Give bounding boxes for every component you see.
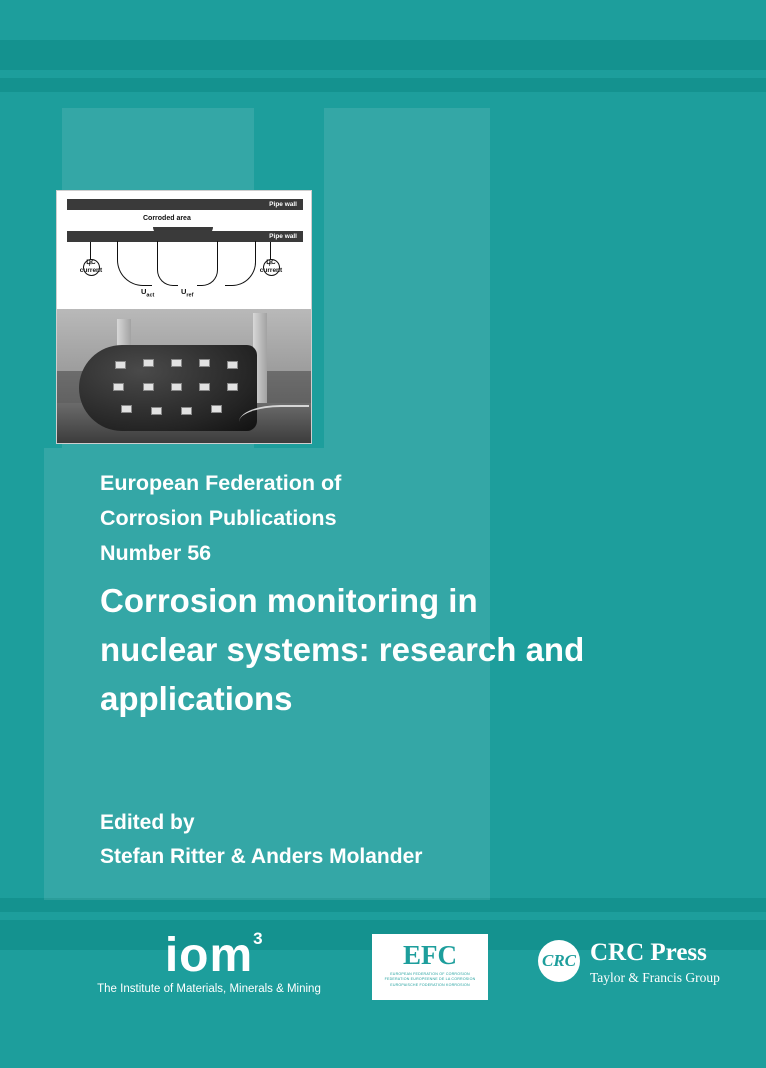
book-title bbox=[100, 576, 700, 723]
decorative-stripe-top-2 bbox=[0, 78, 766, 92]
iom3-logo bbox=[96, 930, 322, 996]
efc-subtitle-de: EUROPAISCHE FODERATION KORROSION bbox=[390, 982, 470, 987]
photo-sensor-stud bbox=[171, 383, 182, 391]
dc-lead-left bbox=[90, 242, 91, 260]
pipe-wall-top-label: Pipe wall bbox=[269, 201, 297, 208]
photo-sensor-stud bbox=[199, 383, 210, 391]
dc-left-line2: current bbox=[79, 267, 103, 274]
photo-sensor-stud bbox=[143, 359, 154, 367]
iom3-mark-text: iom bbox=[164, 929, 254, 982]
decorative-panel-right bbox=[324, 108, 490, 448]
title-line-2: nuclear systems: research and bbox=[100, 631, 585, 668]
u-act-label bbox=[141, 287, 154, 299]
iom3-superscript: 3 bbox=[253, 929, 264, 948]
photo-sensor-stud bbox=[121, 405, 132, 413]
efc-subtitle-en: EUROPEAN FEDERATION OF CORROSION bbox=[390, 972, 470, 976]
series-block bbox=[100, 466, 520, 571]
photo-sensor-stud bbox=[171, 359, 182, 367]
photo-sensor-stud bbox=[113, 383, 124, 391]
u-ref-symbol: U bbox=[181, 287, 187, 296]
dc-current-left-caption bbox=[73, 259, 109, 275]
dc-right-line1: DC bbox=[266, 259, 276, 266]
photo-sensor-stud bbox=[227, 383, 238, 391]
pipe-wall-top-bar bbox=[67, 199, 303, 210]
photo-sensor-stud bbox=[181, 407, 192, 415]
measurement-lead-2 bbox=[157, 241, 178, 286]
iom3-wordmark bbox=[96, 930, 322, 982]
measurement-lead-4 bbox=[225, 241, 256, 286]
editors-names: Stefan Ritter & Anders Molander bbox=[100, 845, 423, 868]
efc-logo bbox=[372, 934, 488, 1000]
iom3-institute-name: The Institute of Materials, Minerals & Mining bbox=[97, 983, 321, 995]
crc-press-group: Taylor & Francis Group bbox=[590, 970, 720, 985]
title-line-1: Corrosion monitoring in bbox=[100, 582, 478, 619]
cover-figure bbox=[56, 190, 312, 444]
u-act-subscript: act bbox=[146, 292, 155, 299]
dc-right-line2: current bbox=[259, 267, 283, 274]
efc-wordmark: EFC bbox=[403, 940, 457, 970]
crc-badge-icon: CRC bbox=[538, 940, 580, 982]
decorative-stripe-top-1 bbox=[0, 40, 766, 70]
u-ref-subscript: ref bbox=[186, 292, 194, 299]
publisher-logo-row bbox=[0, 930, 766, 1020]
crc-press-logo bbox=[538, 936, 728, 998]
u-act-symbol: U bbox=[141, 287, 147, 296]
corroded-area-label: Corroded area bbox=[143, 215, 191, 222]
decorative-panel-thin bbox=[44, 448, 62, 900]
pipe-wall-bottom-label: Pipe wall bbox=[269, 233, 297, 240]
photo-sensor-stud bbox=[227, 361, 238, 369]
dc-lead-right bbox=[270, 242, 271, 260]
photo-sensor-stud bbox=[151, 407, 162, 415]
photo-sensor-stud bbox=[199, 359, 210, 367]
series-line-2: Corrosion Publications bbox=[100, 506, 337, 530]
dc-current-right-caption bbox=[253, 259, 289, 275]
measurement-lead-3 bbox=[197, 241, 218, 286]
u-ref-label bbox=[181, 287, 193, 299]
efc-subtitle-fr: FEDERATION EUROPEENNE DE LA CORROSION bbox=[384, 977, 476, 982]
photo-sensor-stud bbox=[211, 405, 222, 413]
test-rig-photograph bbox=[57, 309, 311, 443]
edited-by-label: Edited by bbox=[100, 811, 195, 834]
series-line-3: Number 56 bbox=[100, 541, 212, 565]
series-line-1: European Federation of bbox=[100, 471, 342, 495]
corroded-area-shape bbox=[153, 227, 213, 235]
measurement-lead-1 bbox=[117, 241, 152, 286]
decorative-stripe-bottom-1 bbox=[0, 898, 766, 912]
crc-press-name: CRC Press bbox=[590, 939, 707, 966]
dc-left-line1: DC bbox=[86, 259, 96, 266]
title-line-3: applications bbox=[100, 680, 293, 717]
photo-sensor-stud bbox=[143, 383, 154, 391]
photo-sensor-stud bbox=[115, 361, 126, 369]
corrosion-schematic-diagram bbox=[57, 191, 311, 309]
